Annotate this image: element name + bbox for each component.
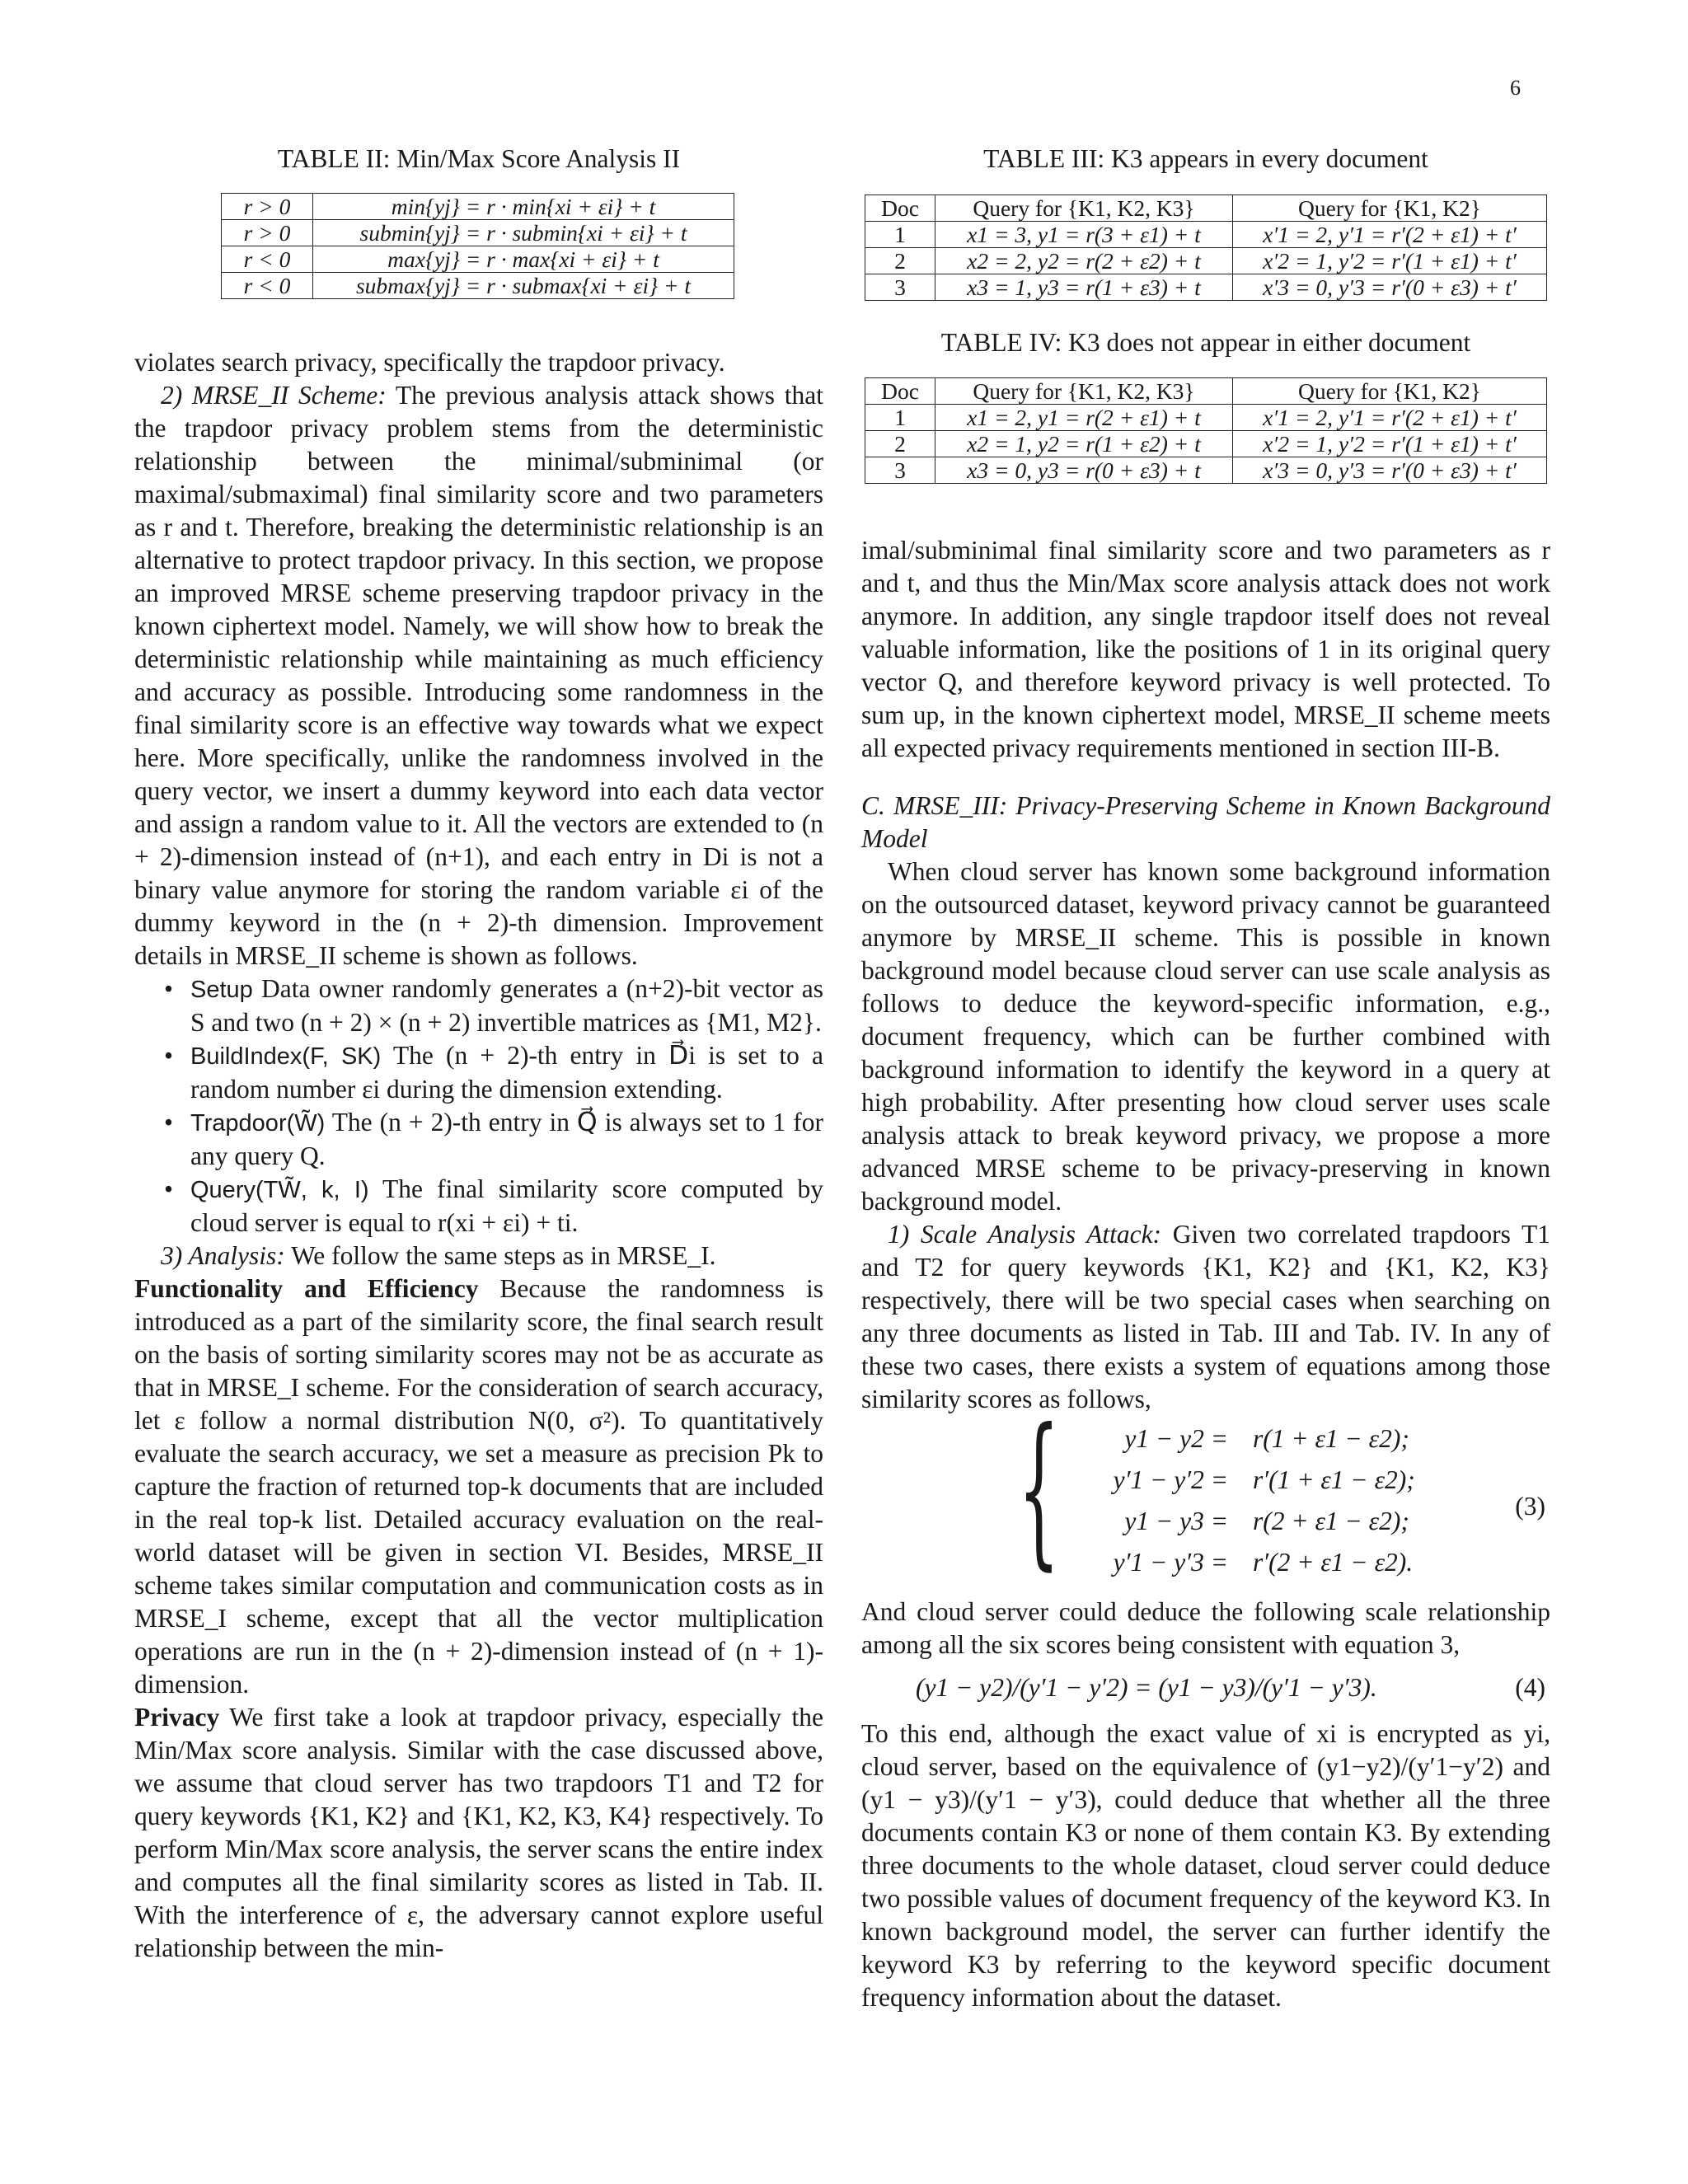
table-header-cell: Query for {K1, K2, K3} <box>935 378 1233 405</box>
table-cell: x3 = 0, y3 = r(0 + ε3) + t <box>935 457 1233 484</box>
table-row <box>222 246 734 273</box>
equation-body: (y1 − y2)/(y′1 − y′2) = (y1 − y3)/(y′1 − y′3). <box>916 1673 1377 1702</box>
step-text: The (n + 2)-th entry in D⃗i is set to a random number εi during the dimension extending. <box>190 1041 823 1104</box>
paragraph-privacy <box>134 1701 823 1965</box>
list-item <box>134 972 823 1039</box>
list-item <box>134 1039 823 1106</box>
run-in-heading: Privacy <box>134 1703 220 1732</box>
page-number: 6 <box>1510 76 1521 100</box>
equation-row: y′1 − y′2 = r′(1 + ε1 − ε2); <box>1113 1465 1415 1494</box>
section-title: 1) Scale Analysis Attack: <box>888 1220 1162 1249</box>
step-name: Trapdoor(W̃) <box>190 1110 326 1137</box>
table-cell: r > 0 <box>222 220 313 246</box>
table-header-cell: Query for {K1, K2} <box>1233 378 1547 405</box>
table-row <box>865 431 1547 457</box>
paragraph-functionality <box>134 1272 823 1701</box>
section-body: The previous analysis attack shows that the trapdoor privacy problem stems from the deterministic relationship between the minimal/subminimal (or maximal/submaximal) final similarity score and two parameters as r and t. Therefore, breaking the deterministic relationship is an alternative to protect trapdoor privacy. In this section, we propose an improved MRSE scheme preserving trapdoor privacy in the known ciphertext model. Namely, we will show how to break the deterministic relationship while maintaining as much efficiency and accuracy as possible. Introducing some randomness in the final similarity score is an effective way towards what we expect here. More specifically, unlike the randomness involved in the query vector, we insert a dummy keyword into each data vector and assign a random value to it. All the vectors are extended to (n + 2)-dimension instead of (n+1), and each entry in Di is not a binary value anymore for storing the random variable εi of the dummy keyword in the (n + 2)-th dimension. Improvement details in MRSE_II scheme is shown as follows. <box>134 381 823 970</box>
step-text: The final similarity score computed by cloud server is equal to r(xi + εi) + ti. <box>190 1174 823 1237</box>
table-cell: 1 <box>865 222 935 248</box>
right-column <box>861 534 1550 2014</box>
equation-4 <box>861 1671 1550 1704</box>
section-body: We follow the same steps as in MRSE_I. <box>291 1241 716 1270</box>
section-scale-analysis <box>861 1218 1550 1416</box>
equation-row: y′1 − y′3 = r′(2 + ε1 − ε2). <box>1113 1548 1414 1577</box>
table-row <box>222 220 734 246</box>
table-row <box>865 457 1547 484</box>
table-cell: min{yj} = r · min{xi + εi} + t <box>313 194 734 220</box>
section-title: 2) MRSE_II Scheme: <box>161 381 387 410</box>
table-row <box>865 405 1547 431</box>
paragraph-body: Because the randomness is introduced as a part of the similarity score, the final search result on the basis of sorting similarity scores may not be as accurate as that in MRSE_I scheme. For the consideration of search accuracy, let ε follow a normal distribution N(0, σ²). To quantitatively evaluate the search accuracy, we set a measure as precision Pk to capture the fraction of returned top-k documents that are included in the real top-k list. Detailed accuracy evaluation on the real-world dataset will be given in section VI. Besides, MRSE_II scheme takes similar computation and communication costs as in MRSE_I scheme, except that all the vector multiplication operations are run in the (n + 2)-dimension instead of (n + 1)-dimension. <box>134 1274 823 1699</box>
table-header-cell: Doc <box>865 378 935 405</box>
table-cell: r > 0 <box>222 194 313 220</box>
table3 <box>865 194 1547 301</box>
section-mrse-ii <box>134 379 823 972</box>
equation-row: y1 − y3 = r(2 + ε1 − ε2); <box>1124 1507 1409 1535</box>
table-row <box>222 273 734 299</box>
subsection-heading: C. MRSE_III: Privacy-Preserving Scheme in Known Background Model <box>861 791 1550 853</box>
table-cell: x′2 = 1, y′2 = r′(1 + ε1) + t′ <box>1233 248 1547 274</box>
paragraph-body: We first take a look at trapdoor privacy, especially the Min/Max score analysis. Similar with the case discussed above, we assume that cloud server has two trapdoors T1 and T2 for query keywords {K1, K2} and {K1, K2, K3, K4} respectively. To perform Min/Max score analysis, the server scans the entire index and computes all the final similarity scores as listed in Tab. II. With the interference of ε, the adversary cannot explore useful relationship between the min- <box>134 1703 824 1962</box>
table2 <box>221 193 734 299</box>
table-cell: x′3 = 0, y′3 = r′(0 + ε3) + t′ <box>1233 274 1547 301</box>
table-header-cell: Query for {K1, K2} <box>1233 195 1547 222</box>
paragraph-violates: violates search privacy, specifically the trapdoor privacy. <box>134 348 725 377</box>
table-header-row <box>865 195 1547 222</box>
paragraph-scale-relationship: And cloud server could deduce the following scale relationship among all the six scores being consistent with equation 3, <box>861 1597 1550 1659</box>
table4 <box>865 377 1547 484</box>
table-cell: x′3 = 0, y′3 = r′(0 + ε3) + t′ <box>1233 457 1547 484</box>
left-brace-icon: { <box>1018 1394 1060 1586</box>
section-title: 3) Analysis: <box>161 1241 285 1270</box>
run-in-heading: Functionality and Efficiency <box>134 1274 479 1303</box>
list-item <box>134 1173 823 1240</box>
section-analysis <box>134 1240 823 1272</box>
table-cell: x2 = 2, y2 = r(2 + ε2) + t <box>935 248 1233 274</box>
scheme-steps-list <box>134 972 823 1240</box>
table-cell: x′1 = 2, y′1 = r′(2 + ε1) + t′ <box>1233 405 1547 431</box>
step-name: BuildIndex(F, SK) <box>190 1043 382 1070</box>
section-body: Given two correlated trapdoors T1 and T2 for query keywords {K1, K2} and {K1, K2, K3} respectively, there will be two special cases when searching on any three documents as listed in Tab. III and Tab. IV. In any of these two cases, there exists a system of equations among those similarity scores as follows, <box>861 1220 1550 1413</box>
table-cell: x3 = 1, y3 = r(1 + ε3) + t <box>935 274 1233 301</box>
table3-caption: TABLE III: K3 appears in every document <box>983 144 1428 173</box>
table-cell: 1 <box>865 405 935 431</box>
paragraph-continued: imal/subminimal final similarity score and two parameters as r and t, and thus the Min/Max score analysis attack does not work anymore. In addition, any single trapdoor itself does not reveal valuable information, like the positions of 1 in its original query vector Q, and therefore keyword privacy is well protected. To sum up, in the known ciphertext model, MRSE_II scheme meets all expected privacy requirements mentioned in section III-B. <box>861 536 1550 762</box>
table-cell: submax{yj} = r · submax{xi + εi} + t <box>313 273 734 299</box>
table-header-row <box>865 378 1547 405</box>
table-cell: r < 0 <box>222 246 313 273</box>
step-name: Setup <box>190 977 253 1003</box>
table-cell: max{yj} = r · max{xi + εi} + t <box>313 246 734 273</box>
table4-caption: TABLE IV: K3 does not appear in either document <box>940 328 1471 357</box>
table-header-cell: Doc <box>865 195 935 222</box>
table-row <box>865 222 1547 248</box>
table-cell: 2 <box>865 248 935 274</box>
table-header-cell: Query for {K1, K2, K3} <box>935 195 1233 222</box>
list-item <box>134 1106 823 1173</box>
table-cell: 3 <box>865 274 935 301</box>
step-name: Query(TW̃, k, I) <box>190 1177 369 1203</box>
table-row <box>865 274 1547 301</box>
equation-row: y1 − y2 = r(1 + ε1 − ε2); <box>1124 1424 1409 1453</box>
equation-number: (3) <box>1515 1492 1545 1521</box>
table-cell: x′1 = 2, y′1 = r′(2 + ε1) + t′ <box>1233 222 1547 248</box>
equation-number: (4) <box>1515 1673 1545 1702</box>
table-cell: r < 0 <box>222 273 313 299</box>
table-cell: x1 = 3, y1 = r(3 + ε1) + t <box>935 222 1233 248</box>
table-cell: submin{yj} = r · submin{xi + εi} + t <box>313 220 734 246</box>
equation-3 <box>861 1394 1550 1592</box>
table-row <box>865 248 1547 274</box>
step-text: Data owner randomly generates a (n+2)-bit vector as S and two (n + 2) × (n + 2) invertible matrices as {M1, M2}. <box>190 974 823 1037</box>
paragraph-background: When cloud server has known some background information on the outsourced dataset, keyword privacy cannot be guaranteed anymore by MRSE_II scheme. This is possible in known background model because cloud server can use scale analysis as follows to deduce the keyword-specific information, e.g., document frequency, which can be further combined with background information to identify the keyword in a query at high probability. After presenting how cloud server uses scale analysis attack to break keyword privacy, we propose a more advanced MRSE scheme to be privacy-preserving in known background model. <box>861 857 1550 1216</box>
table-row <box>222 194 734 220</box>
table-cell: 3 <box>865 457 935 484</box>
step-text: The (n + 2)-th entry in Q⃗ is always set to 1 for any query Q. <box>190 1108 823 1170</box>
left-column <box>134 346 823 1965</box>
table-cell: x1 = 2, y1 = r(2 + ε1) + t <box>935 405 1233 431</box>
table-cell: 2 <box>865 431 935 457</box>
table2-caption: TABLE II: Min/Max Score Analysis II <box>277 144 681 173</box>
table-cell: x′2 = 1, y′2 = r′(1 + ε1) + t′ <box>1233 431 1547 457</box>
paragraph-conclusion: To this end, although the exact value of xi is encrypted as yi, cloud server, based on the equivalence of (y1−y2)/(y′1−y′2) and (y1 − y3)/(y′1 − y′3), could deduce that whether all the three documents contain K3 or none of them contain K3. By extending three documents to the whole dataset, cloud server could deduce two possible values of document frequency of the keyword K3. In known background model, the server can further identify the keyword K3 by referring to the keyword specific document frequency information about the dataset. <box>861 1719 1550 2012</box>
table-cell: x2 = 1, y2 = r(1 + ε2) + t <box>935 431 1233 457</box>
